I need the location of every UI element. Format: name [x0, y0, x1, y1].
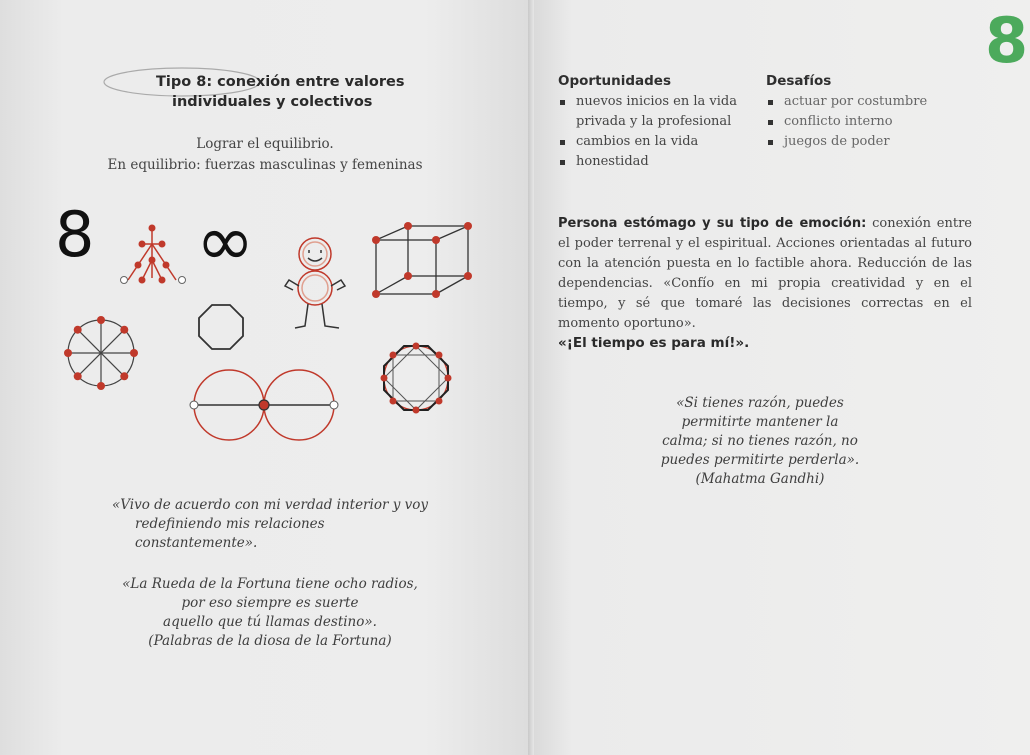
intro-line2: En equilibrio: fuerzas masculinas y femeninas — [107, 157, 423, 173]
challenges-title: Desafíos — [766, 73, 832, 89]
octagon-shape — [196, 302, 246, 352]
page-title-line1: Tipo 8: conexión entre valores — [156, 74, 405, 90]
tree-diagram — [112, 220, 192, 290]
list-item: actuar por costumbre — [766, 92, 966, 112]
list-item: juegos de poder — [766, 132, 966, 152]
octagram-circle — [378, 340, 454, 416]
list-item: honestidad — [558, 152, 758, 172]
gandhi-quote-attribution: (Mahatma Gandhi) — [695, 471, 825, 487]
list-item: nuevos inicios en la vida — [558, 92, 758, 112]
gandhi-quote-line2: permitirte mantener la — [681, 414, 839, 430]
opportunities-list — [558, 92, 758, 172]
motto: «¡El tiempo es para mí!». — [558, 335, 750, 351]
list-item: conflicto interno — [766, 112, 966, 132]
gandhi-quote-line3: calma; si no tienes razón, no — [662, 433, 858, 449]
page-title-line2: individuales y colectivos — [172, 94, 373, 110]
quote-fortuna-attribution: (Palabras de la diosa de la Fortuna) — [148, 633, 392, 649]
quote-fortuna-line3: aquello que tú llamas destino». — [163, 614, 377, 630]
opportunities-title: Oportunidades — [558, 73, 672, 89]
page-number-eight: 8 — [985, 4, 1029, 77]
paragraph-body: conexión entre el poder terrenal y el espiritual. Acciones orientadas al futuro con la atención puesta en lo factible ahora. Reducción de las dependencias. «Confío en mi propia creatividad y en el tiempo, y sé que tomaré las decisiones correctas en el momento oportuno». — [558, 216, 973, 331]
wheel-eight-spokes — [60, 312, 142, 394]
eight-symbol: 8 — [55, 198, 95, 271]
gandhi-quote-line1: «Si tienes razón, puedes — [676, 395, 844, 411]
cube-diagram — [368, 222, 478, 302]
infinity-symbol: ∞ — [196, 200, 255, 282]
double-circle-diagram — [190, 368, 340, 444]
persona-paragraph — [558, 214, 972, 334]
list-item: cambios en la vida — [558, 132, 758, 152]
quote-verdad-line1: «Vivo de acuerdo con mi verdad interior y voy — [111, 497, 428, 513]
intro-line1: Lograr el equilibrio. — [196, 136, 334, 152]
quote-fortuna-line2: por eso siempre es suerte — [181, 595, 359, 611]
quote-verdad-line2: redefiniendo mis relaciones constantemente». — [135, 516, 325, 551]
gandhi-quote-line4: puedes permitirte perderla». — [660, 452, 860, 468]
challenges-list — [766, 92, 966, 152]
book-spine — [528, 0, 534, 755]
stick-figure — [280, 232, 350, 342]
paragraph-lead: Persona estómago y su tipo de emoción: — [558, 216, 867, 231]
quote-fortuna-line1: «La Rueda de la Fortuna tiene ocho radios, — [122, 576, 418, 592]
list-item-continuation: privada y la profesional — [576, 114, 732, 129]
